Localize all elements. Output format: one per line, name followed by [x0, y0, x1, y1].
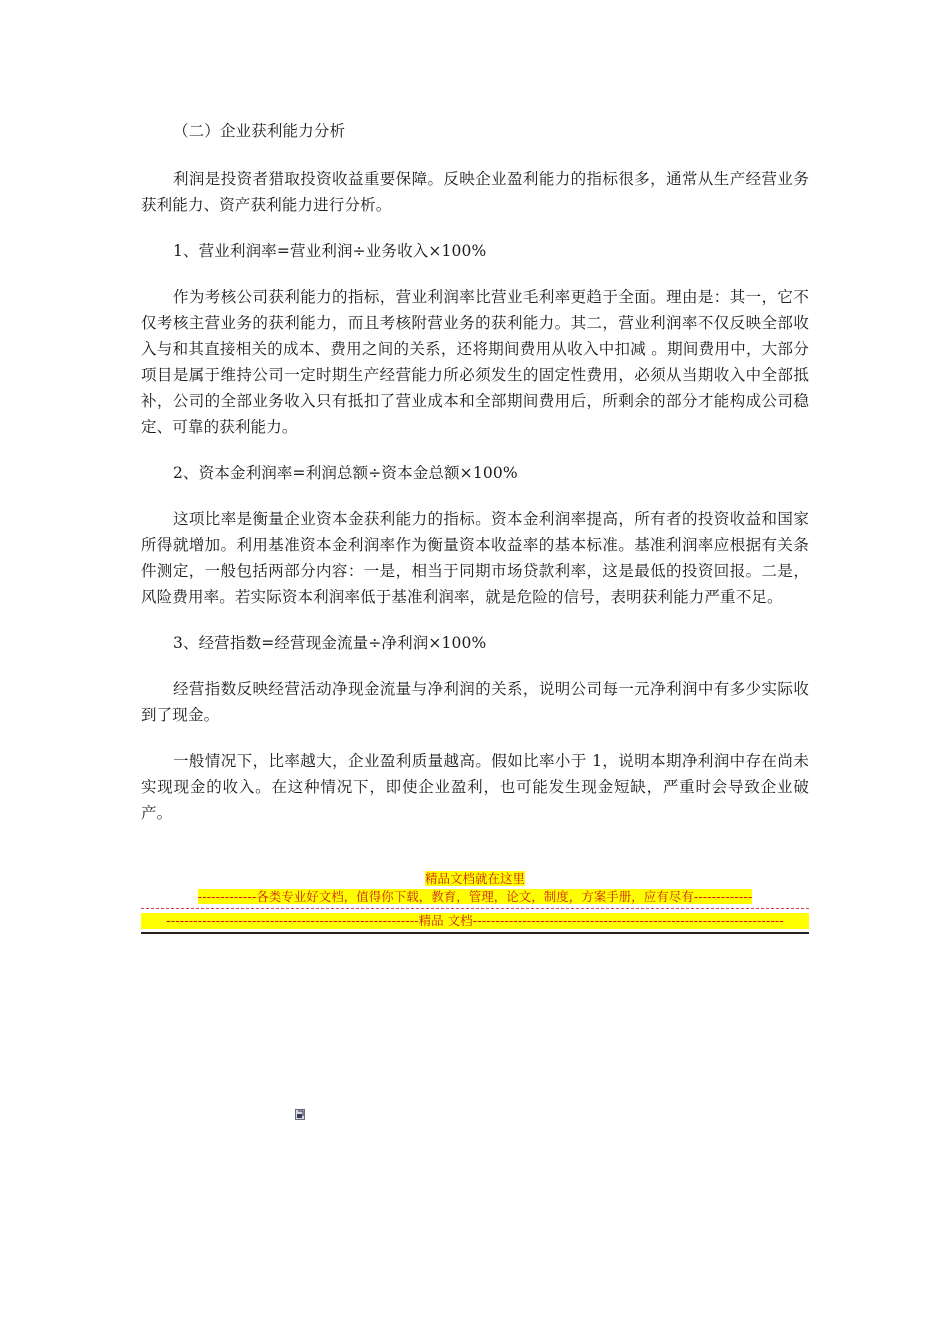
banner-title: 精品文档就在这里 [424, 871, 525, 886]
banner-footer: --------------------------------------------------------精品 文档--------------------------------------------------------------------- [141, 913, 809, 929]
solid-divider [141, 932, 809, 934]
dashed-divider [141, 908, 809, 909]
formula-operating-margin: 1、营业利润率=营业利润÷业务收入×100% [173, 242, 487, 260]
banner-tagline: -------------各类专业好文档，值得你下载，教育，管理，论文，制度，方案手册，应有尽有------------- [197, 889, 753, 904]
small-image-icon [295, 1109, 305, 1120]
promo-banner [141, 868, 809, 934]
paragraph-operating-index: 经营指数反映经营活动净现金流量与净利润的关系，说明公司每一元净利润中有多少实际收到了现金。 [141, 680, 809, 724]
banner-title-row [141, 868, 809, 886]
paragraph-operating-margin: 作为考核公司获利能力的指标，营业利润率比营业毛利率更趋于全面。理由是：其一，它不仅考核主营业务的获利能力，而且考核附营业务的获利能力。其二，营业利润率不仅反映全部收入与和其直接相关的成本、费用之间的关系，还将期间费用从收入中扣减 。期间费用中，大部分项目是属于维持公司一定时期生产经营能力所必须发生的固定性费用，必须从当期收入中全部抵补，公司的全部业务收入只有抵扣了营业成本和全部期间费用后，所剩余的部分才能构成公司稳定、可靠的获利能力。 [141, 288, 809, 436]
paragraph-conclusion: 一般情况下，比率越大，企业盈利质量越高。假如比率小于 1，说明本期净利润中存在尚未实现现金的收入。在这种情况下，即使企业盈利，也可能发生现金短缺，严重时会导致企业破产。 [141, 752, 809, 822]
document-body [141, 118, 809, 826]
intro-paragraph: 利润是投资者猎取投资收益重要保障。反映企业盈利能力的指标很多，通常从生产经营业务获利能力、资产获利能力进行分析。 [141, 170, 809, 214]
banner-tagline-row [141, 886, 809, 904]
section-title: （二）企业获利能力分析 [173, 122, 346, 140]
formula-operating-index: 3、经营指数=经营现金流量÷净利润×100% [173, 634, 487, 652]
paragraph-capital-return: 这项比率是衡量企业资本金获利能力的指标。资本金利润率提高，所有者的投资收益和国家所得就增加。利用基准资本金利润率作为衡量资本收益率的基本标准。基准利润率应根据有关条件测定，一般包括两部分内容：一是，相当于同期市场贷款利率，这是最低的投资回报。二是，风险费用率。若实际资本利润率低于基准利润率，就是危险的信号，表明获利能力严重不足。 [141, 510, 809, 606]
banner-footer-row [141, 913, 809, 931]
formula-capital-return: 2、资本金利润率=利润总额÷资本金总额×100% [173, 464, 518, 482]
